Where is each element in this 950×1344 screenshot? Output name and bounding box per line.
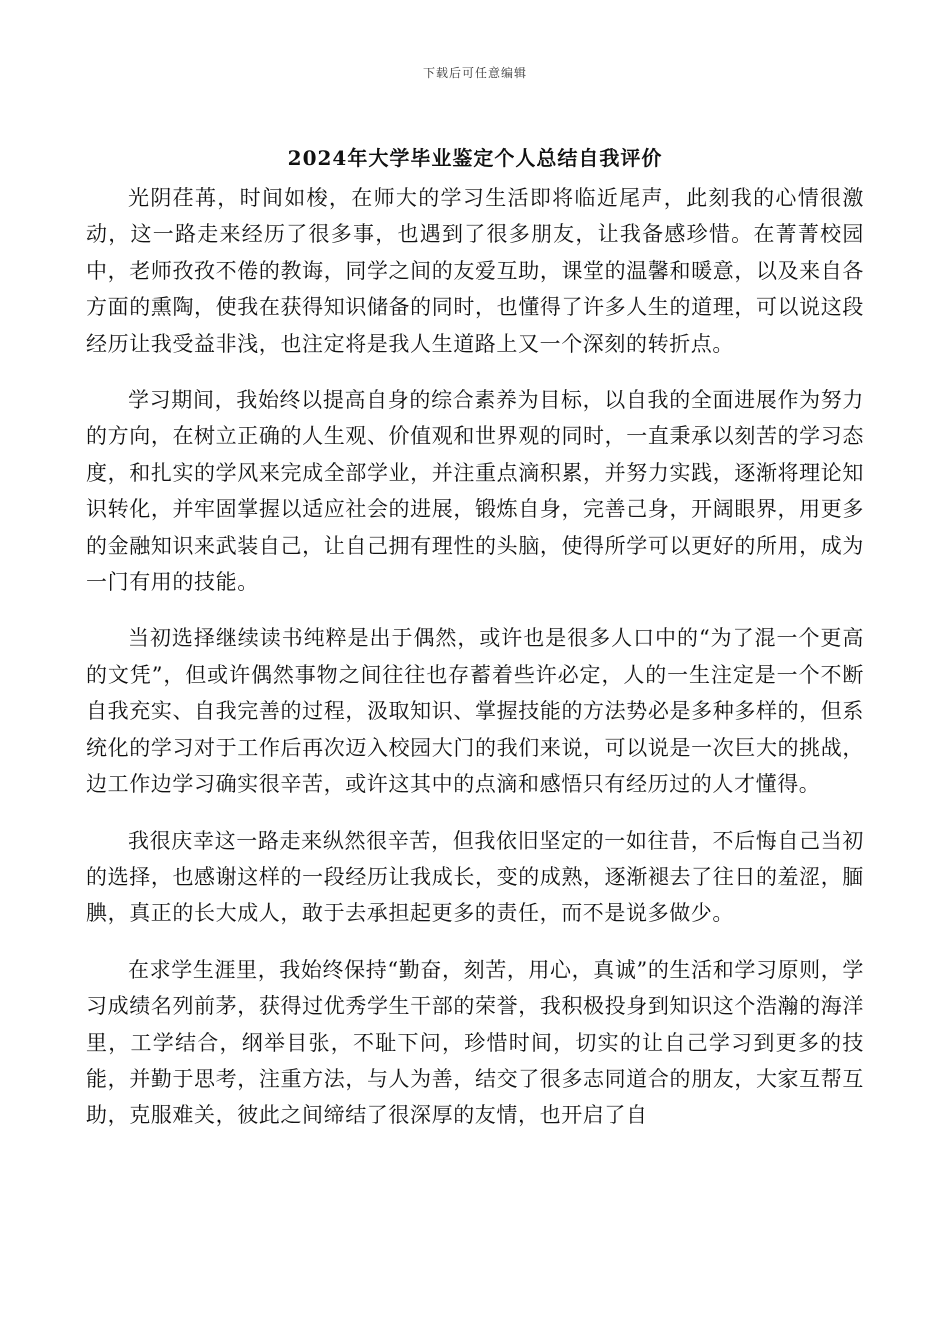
paragraph-2: 学习期间，我始终以提高自身的综合素养为目标，以自我的全面进展作为努力的方向，在树立正确的人生观、价值观和世界观的同时，一直秉承以刻苦的学习态度，和扎实的学风来完成全部学业，并注重点滴积累，并努力实践，逐渐将理论知识转化，并牢固掌握以适应社会的进展，锻炼自身，完善己身，开阔眼界，用更多的金融知识来武装自己，让自己拥有理性的头脑，使得所学可以更好的所用，成为一门有用的技能。 bbox=[86, 388, 864, 595]
document-body bbox=[86, 180, 864, 1154]
document-title: 2024年大学毕业鉴定个人总结自我评价 bbox=[287, 146, 663, 170]
paragraph-5: 在求学生涯里，我始终保持“勤奋，刻苦，用心，真诚”的生活和学习原则，学习成绩名列前茅，获得过优秀学生干部的荣誉，我积极投身到知识这个浩瀚的海洋里，工学结合，纲举目张，不耻下问，珍惜时间，切实的让自己学习到更多的技能，并勤于思考，注重方法，与人为善，结交了很多志同道合的朋友，大家互帮互助，克服难关，彼此之间缔结了很深厚的友情，也开启了自 bbox=[86, 957, 864, 1128]
paragraph-1: 光阴荏苒，时间如梭，在师大的学习生活即将临近尾声，此刻我的心情很激动，这一路走来经历了很多事，也遇到了很多朋友，让我备感珍惜。在菁菁校园中，老师孜孜不倦的教诲，同学之间的友爱互助，课堂的温馨和暖意，以及来自各方面的熏陶，使我在获得知识储备的同时，也懂得了许多人生的道理，可以说这段经历让我受益非浅，也注定将是我人生道路上又一个深刻的转折点。 bbox=[86, 186, 864, 356]
paragraph-4: 我很庆幸这一路走来纵然很辛苦，但我依旧坚定的一如往昔，不后悔自己当初的选择，也感谢这样的一段经历让我成长，变的成熟，逐渐褪去了往日的羞涩，腼腆，真正的长大成人，敢于去承担起更多的责任，而不是说多做少。 bbox=[86, 828, 864, 926]
header-note: 下载后可任意编辑 bbox=[422, 66, 527, 80]
paragraph-3: 当初选择继续读书纯粹是出于偶然，或许也是很多人口中的“为了混一个更高的文凭”，但或许偶然事物之间往往也存蓄着些许必定，人的一生注定是一个不断自我充实、自我完善的过程，汲取知识、掌握技能的方法势必是多种多样的，但系统化的学习对于工作后再次迈入校园大门的我们来说，可以说是一次巨大的挑战，边工作边学习确实很辛苦，或许这其中的点滴和感悟只有经历过的人才懂得。 bbox=[86, 626, 864, 797]
